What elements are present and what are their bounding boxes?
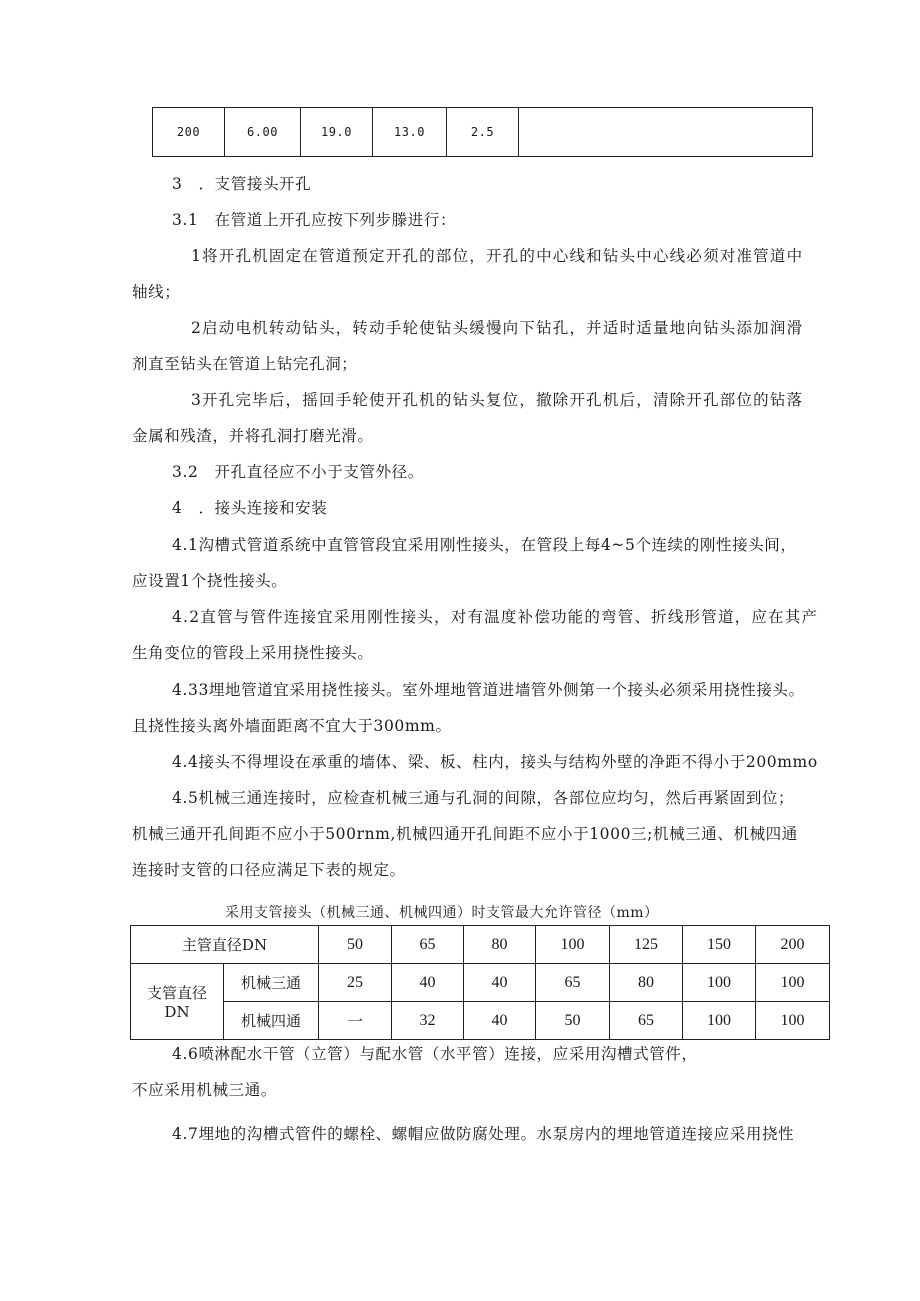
table-cell: 40: [464, 964, 536, 1002]
branch-diameter-table: [130, 925, 830, 1040]
table-cell: 40: [392, 964, 464, 1002]
table-row: [131, 1002, 830, 1040]
paragraph-4-6-line-2: 不应采用机械三通。: [132, 1081, 277, 1099]
table-cell: 80: [610, 964, 683, 1002]
table-row: [131, 926, 830, 964]
paragraph-4-1-line-1: 4.1沟槽式管道系统中直管管段宜采用刚性接头，在管段上每4~5个连续的刚性接头间，: [172, 536, 797, 554]
paragraph-4-3-line-2: 且挠性接头离外墙面距离不宜大于300mm。: [132, 717, 452, 735]
table-cell: 25: [319, 964, 392, 1002]
step-1-line-2: 轴线；: [132, 283, 181, 301]
table-cell: 125: [610, 926, 683, 964]
table-cell: 100: [536, 926, 610, 964]
main-diameter-header: 主管直径DN: [131, 926, 319, 964]
paragraph-4-6-line-1: 4.6喷淋配水干管（立管）与配水管（水平管）连接，应采用沟槽式管件，: [172, 1045, 698, 1063]
table-cell: 65: [392, 926, 464, 964]
branch-header-line-1: 支管直径: [146, 984, 207, 1002]
step-2-line-2: 剂直至钻头在管道上钻完孔洞；: [132, 355, 358, 373]
table-cell: 40: [464, 1002, 536, 1040]
paragraph-4-1-line-2: 应设置1个挠性接头。: [132, 572, 288, 590]
paragraph-4-2-line-2: 生角变位的管段上采用挠性接头。: [132, 644, 374, 662]
table-cell: [519, 108, 813, 157]
table-cell: 2.5: [447, 108, 519, 157]
table-cell: 150: [683, 926, 756, 964]
table-row: [153, 108, 813, 157]
table-caption: 采用支管接头（机械三通、机械四通）时支管最大允许管径（mm）: [225, 905, 659, 921]
table-cell: 100: [683, 1002, 756, 1040]
paragraph-4-5-line-3: 连接时支管的口径应满足下表的规定。: [132, 861, 406, 879]
table-cell: 50: [536, 1002, 610, 1040]
table-row: [131, 964, 830, 1002]
paragraph-4-5-line-2: 机械三通开孔间距不应小于500rnm,机械四通开孔间距不应小于1000三;机械三通、机械四通: [132, 825, 798, 843]
table-cell: 100: [756, 1002, 830, 1040]
branch-diameter-header: [131, 964, 224, 1040]
table-cell: 32: [392, 1002, 464, 1040]
paragraph-3-2: 3.2 开孔直径应不小于支管外径。: [172, 463, 424, 481]
table-cell: 100: [683, 964, 756, 1002]
branch-header-line-2: DN: [164, 1003, 190, 1021]
paragraph-4-3-line-1: 4.33埋地管道宜采用挠性接头。室外埋地管道进墙管外侧第一个接头必须采用挠性接头。: [172, 681, 805, 699]
section-heading-3: 3 ．支管接头开孔: [172, 175, 312, 193]
paragraph-3-1: 3.1 在管道上开孔应按下列步滕进行：: [172, 211, 457, 229]
table-cell: 50: [319, 926, 392, 964]
step-3-line-2: 金属和残渣，并将孔洞打磨光滑。: [132, 427, 374, 445]
section-heading-4: 4 ．接头连接和安装: [172, 499, 328, 517]
table-cell: 80: [464, 926, 536, 964]
tee-label: 机械三通: [224, 964, 319, 1002]
step-2-line-1: 2启动电机转动钻头，转动手轮使钻头缓慢向下钻孔，并适时适量地向钻头添加润滑: [191, 319, 804, 337]
table-cell: 65: [536, 964, 610, 1002]
table-cell: 200: [756, 926, 830, 964]
table-cell: 6.00: [225, 108, 301, 157]
table-cell: 19.0: [301, 108, 373, 157]
paragraph-4-7-line-1: 4.7埋地的沟槽式管件的螺栓、螺帽应做防腐处理。水泵房内的埋地管道连接应采用挠性: [172, 1125, 795, 1143]
table-cell: 13.0: [373, 108, 447, 157]
table-cell: 65: [610, 1002, 683, 1040]
step-1-line-1: 1将开孔机固定在管道预定开孔的部位，开孔的中心线和钻头中心线必须对准管道中: [191, 247, 804, 265]
paragraph-4-4: 4.4接头不得埋设在承重的墙体、梁、板、柱内，接头与结构外壁的净距不得小于200mmo: [172, 753, 818, 771]
paragraph-4-5-line-1: 4.5机械三通连接时，应检查机械三通与孔洞的间隙，各部位应均匀，然后再紧固到位；: [172, 789, 795, 807]
cross-label: 机械四通: [224, 1002, 319, 1040]
table-cell: 一: [319, 1002, 392, 1040]
paragraph-4-2-line-1: 4.2直管与管件连接宜采用刚性接头，对有温度补偿功能的弯管、折线形管道，应在其产: [172, 608, 819, 626]
table-cell: 100: [756, 964, 830, 1002]
top-data-table: [152, 107, 813, 157]
step-3-line-1: 3开孔完毕后，摇回手轮使开孔机的钻头复位，撤除开孔机后，清除开孔部位的钻落: [191, 391, 804, 409]
table-cell: 200: [153, 108, 225, 157]
